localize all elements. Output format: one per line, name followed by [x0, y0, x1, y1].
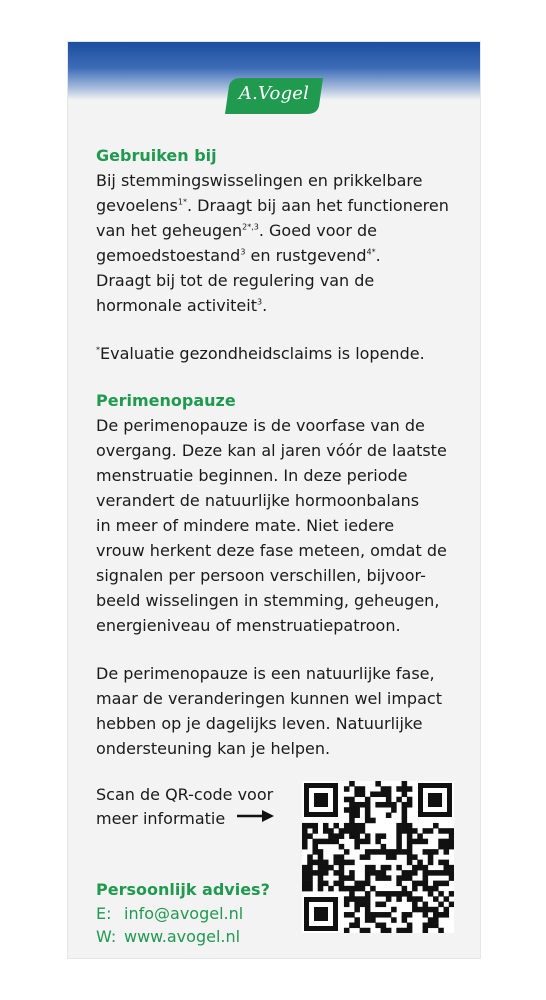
paragraph-line: maar de veranderingen kunnen wel impact: [96, 689, 442, 708]
usage-line: van het geheugen$^{2*,3}$. Goed voor de: [96, 221, 377, 240]
perimenopause-paragraph-1: [96, 413, 466, 638]
email-link[interactable]: info@avogel.nl: [124, 904, 244, 923]
paragraph-line: De perimenopauze is de voorfase van de: [96, 416, 425, 435]
usage-line: Bij stemmingswisselingen en prikkelbare: [96, 171, 423, 190]
usage-line: Draagt bij tot de regulering van de: [96, 271, 375, 290]
usage-line: gemoedstoestand$^3$ en rustgevend$^{4*}$.: [96, 246, 381, 265]
paragraph-line: overgang. Deze kan al jaren vóór de laatste: [96, 441, 447, 460]
arrow-right-icon: [236, 808, 276, 824]
paragraph-line: De perimenopauze is een natuurlijke fase,: [96, 664, 435, 683]
main-text: [96, 143, 466, 761]
paragraph-line: vrouw herkent deze fase meteen, omdat de: [96, 541, 447, 560]
paragraph-line: in meer of mindere mate. Niet iedere: [96, 516, 395, 535]
contact-heading: Persoonlijk advies?: [96, 880, 270, 899]
email-label: E:: [96, 904, 112, 923]
usage-heading: Gebruiken bij: [96, 146, 217, 165]
logo-text: A.Vogel: [238, 83, 310, 104]
paragraph-line: hebben op je dagelijks leven. Natuurlijke: [96, 714, 423, 733]
scan-line: Scan de QR-code voor: [96, 785, 274, 804]
paragraph-line: verandert de natuurlijke hormoonbalans: [96, 491, 420, 510]
paragraph-line: energieniveau of menstruatiepatroon.: [96, 616, 401, 635]
qr-code[interactable]: [302, 781, 454, 933]
paragraph-line: beeld wisselingen in stemming, geheugen,: [96, 591, 440, 610]
perimenopause-paragraph-2: [96, 661, 466, 761]
contact-block: [96, 878, 296, 948]
claims-note: *Evaluatie gezondheidsclaims is lopende.: [96, 344, 425, 363]
website-link[interactable]: www.avogel.nl: [124, 927, 241, 946]
paragraph-line: menstruatie beginnen. In deze periode: [96, 466, 408, 485]
scan-line: meer informatie: [96, 809, 226, 828]
usage-line: hormonale activiteit$^3$.: [96, 296, 268, 315]
perimenopause-heading: Perimenopauze: [96, 391, 236, 410]
usage-line: gevoelens$^{1*}$. Draagt bij aan het functioneren: [96, 196, 449, 215]
paragraph-line: ondersteuning kan je helpen.: [96, 739, 331, 758]
website-label: W:: [96, 927, 117, 946]
email-row: [96, 902, 296, 925]
website-row: [96, 925, 296, 948]
brand-logo: [219, 76, 329, 116]
paragraph-line: signalen per persoon verschillen, bijvoor-: [96, 566, 426, 585]
